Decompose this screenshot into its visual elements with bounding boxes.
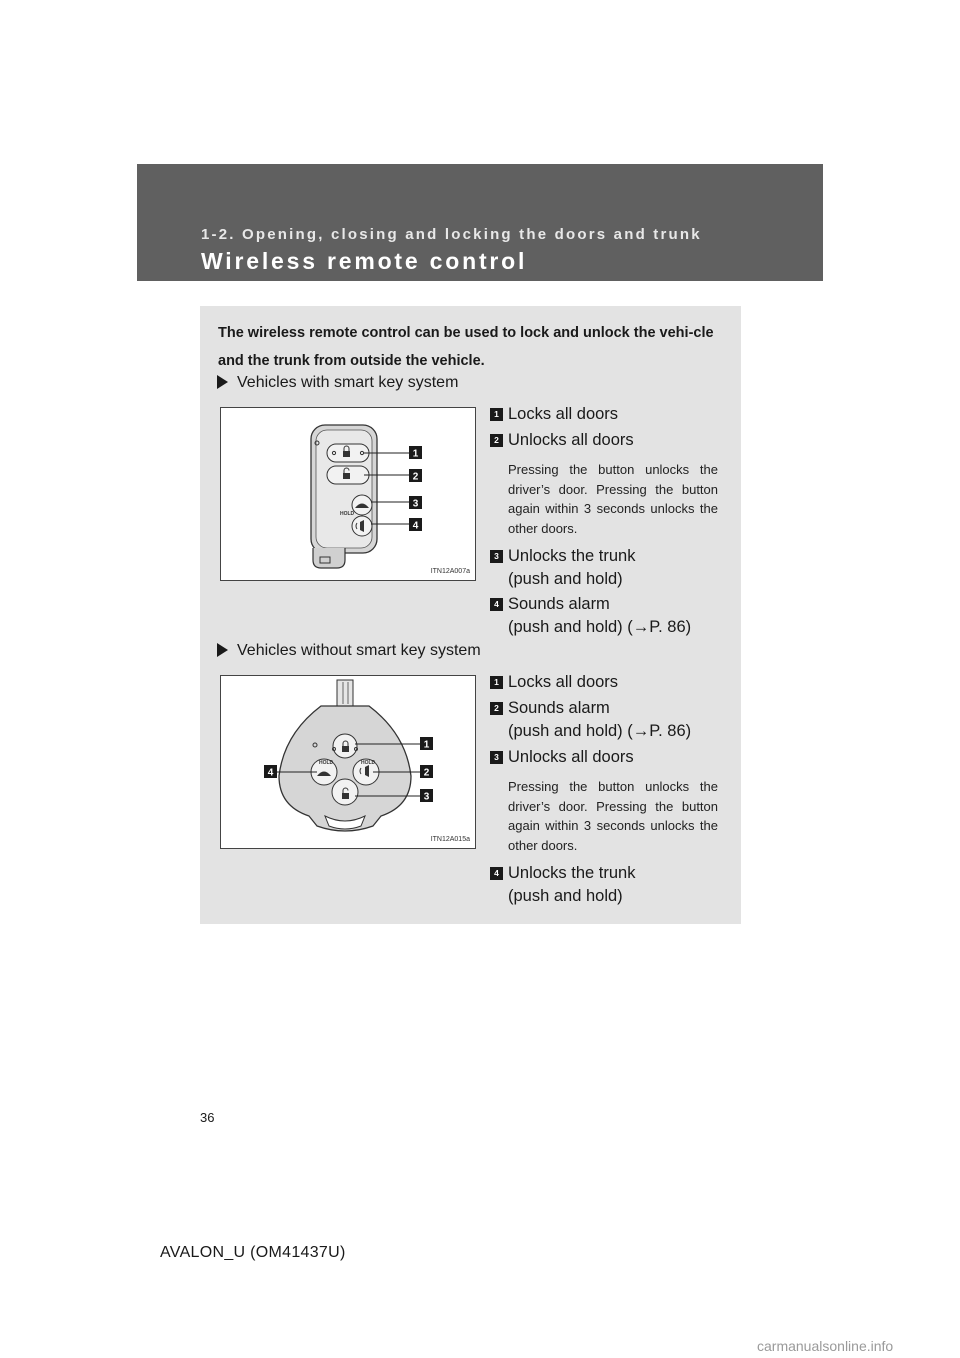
item-label-2: (push and hold): [508, 570, 623, 588]
watermark: carmanualsonline.info: [757, 1338, 894, 1354]
item-label: Locks all doors: [508, 673, 619, 691]
arrow-right-icon: [217, 643, 228, 657]
number-badge: 4: [490, 867, 503, 880]
number-badge: 3: [490, 751, 503, 764]
callout-3-label: 3: [412, 498, 419, 510]
number-badge: 1: [490, 676, 503, 689]
callout-1-label: 1: [412, 448, 419, 460]
smart-key-heading: [217, 374, 458, 392]
lock-icon: [342, 746, 349, 752]
nosmart-key-heading: [217, 642, 481, 660]
item-label: Sounds alarm: [508, 595, 610, 613]
nosmart-key-figure: [220, 675, 476, 849]
arrow-right-icon: [217, 375, 228, 389]
unlock-icon: [342, 793, 349, 799]
item-note: Pressing the button unlocks the driver’s door. Pressing the button again within 3 seconds unlocks the other doors.: [508, 462, 718, 536]
item-label-2: (push and hold) (→P. 86): [508, 722, 692, 740]
figure-id: ITN12A015a: [430, 836, 470, 843]
item-label: Unlocks the trunk: [508, 547, 636, 565]
hold-text-left: HOLD: [319, 760, 334, 766]
number-badge: 2: [490, 702, 503, 715]
item-label: Locks all doors: [508, 405, 619, 423]
callout-4-label: 4: [267, 767, 274, 779]
smart-key-figure: [220, 407, 476, 581]
mechanical-key-tip: [313, 548, 345, 568]
item-label-2: (push and hold): [508, 887, 623, 905]
lock-icon: [343, 451, 350, 457]
number-badge: 2: [490, 434, 503, 447]
page-title: Wireless remote control: [201, 248, 528, 274]
content-panel: [200, 306, 741, 924]
hold-text-right: HOLD: [361, 760, 376, 766]
item-label-2: (push and hold) (→P. 86): [508, 618, 692, 636]
item-label: Unlocks the trunk: [508, 864, 636, 882]
callout-2-label: 2: [423, 767, 430, 779]
item-label: Unlocks all doors: [508, 431, 634, 449]
intro-text: The wireless remote control can be used to lock and unlock the vehi-cle and the trunk from outside the vehicle.: [218, 325, 714, 369]
page-number: 36: [200, 1110, 215, 1125]
section-title: 1-2. Opening, closing and locking the doors and trunk: [201, 226, 702, 243]
number-badge: 1: [490, 408, 503, 421]
callout-2-label: 2: [412, 471, 419, 483]
item-note: Pressing the button unlocks the driver’s door. Pressing the button again within 3 seconds unlocks the other doors.: [508, 779, 718, 853]
unlock-button: [332, 779, 358, 805]
hold-text: HOLD: [340, 511, 355, 517]
key-head: [279, 706, 411, 831]
alarm-icon: [365, 765, 369, 777]
item-label: Sounds alarm: [508, 699, 610, 717]
smart-key-illustration: [221, 408, 475, 580]
unlock-icon: [343, 473, 350, 479]
item-label: Unlocks all doors: [508, 748, 634, 766]
nosmart-key-heading-text: Vehicles without smart key system: [237, 642, 481, 659]
callout-3-label: 3: [423, 791, 430, 803]
number-badge: 4: [490, 598, 503, 611]
figure-id: ITN12A007a: [430, 568, 470, 575]
alarm-icon: [360, 520, 364, 532]
footer-model-code: AVALON_U (OM41437U): [160, 1244, 346, 1261]
key-blade: [337, 680, 353, 706]
callout-1-label: 1: [423, 739, 430, 751]
chapter-header: [137, 164, 823, 281]
smart-key-heading-text: Vehicles with smart key system: [237, 374, 459, 391]
callout-4-label: 4: [412, 520, 419, 532]
number-badge: 3: [490, 550, 503, 563]
nosmart-key-illustration: [221, 676, 475, 848]
